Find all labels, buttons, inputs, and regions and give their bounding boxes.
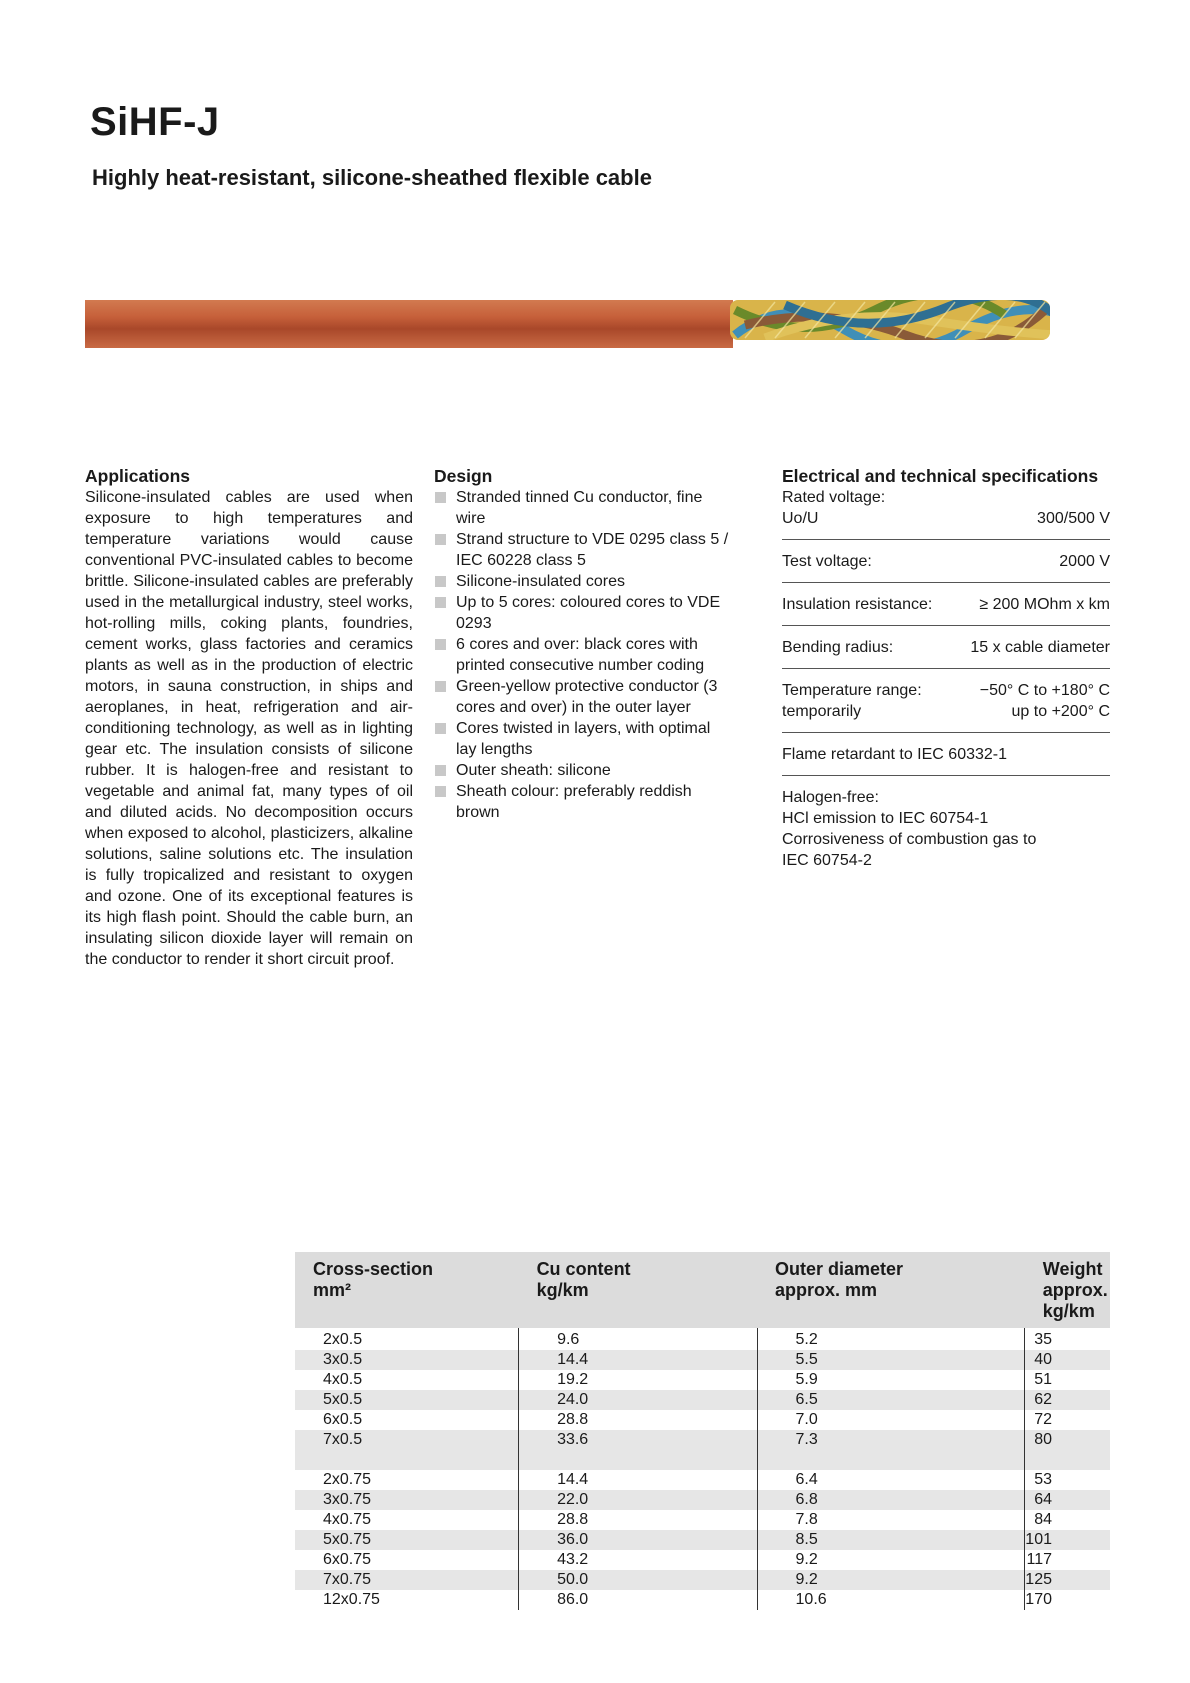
design-item-text: Sheath colour: preferably reddish brown (456, 783, 692, 821)
cell-weight: 51 (1025, 1370, 1110, 1390)
cell-weight: 117 (1025, 1550, 1110, 1570)
spec-label: Temperature range: (782, 682, 922, 699)
spec-value: up to +200° C (1011, 703, 1110, 720)
specifications-heading: Electrical and technical specifications (782, 466, 1099, 486)
cell-weight: 101 (1025, 1530, 1110, 1550)
table-cell (519, 1450, 757, 1470)
cable-data-table (295, 1252, 1110, 1610)
spec-halogen-free (782, 787, 1110, 881)
spec-temperature-range (782, 680, 1110, 733)
cell-cu-content: 28.8 (519, 1510, 757, 1530)
spec-label: Rated voltage: (782, 489, 886, 506)
header-weight: Weight approx. kg/km (1025, 1252, 1110, 1328)
design-item (434, 529, 734, 571)
spec-insulation-resistance (782, 594, 1110, 626)
spec-label: Test voltage: (782, 553, 872, 570)
design-item (434, 676, 734, 718)
cell-outer-diameter: 9.2 (757, 1550, 1025, 1570)
cell-outer-diameter: 9.2 (757, 1570, 1025, 1590)
spec-label: Bending radius: (782, 639, 894, 656)
spec-line: Corrosiveness of combustion gas to (782, 831, 1037, 848)
design-item-text: Silicone-insulated cores (456, 573, 625, 590)
cell-weight: 84 (1025, 1510, 1110, 1530)
cell-outer-diameter: 6.8 (757, 1490, 1025, 1510)
spec-line: IEC 60754-2 (782, 852, 872, 869)
cell-outer-diameter: 6.4 (757, 1470, 1025, 1490)
cell-cross-section: 7x0.5 (295, 1430, 519, 1450)
cell-outer-diameter: 10.6 (757, 1590, 1025, 1610)
cell-weight: 64 (1025, 1490, 1110, 1510)
design-list (434, 487, 734, 823)
spec-line: Halogen-free: (782, 789, 879, 806)
cell-weight: 35 (1025, 1328, 1110, 1350)
spec-value: −50° C to +180° C (979, 682, 1110, 699)
cell-cross-section: 4x0.5 (323, 1371, 363, 1388)
table-row (295, 1328, 1110, 1350)
spec-bending-radius (782, 637, 1110, 669)
spec-line: HCl emission to IEC 60754-1 (782, 810, 989, 827)
bullet-square-icon (435, 492, 446, 503)
cell-cu-content: 86.0 (519, 1590, 757, 1610)
table-row (295, 1390, 1110, 1410)
table-row (295, 1530, 1110, 1550)
table-row (295, 1570, 1110, 1590)
cable-cores (730, 294, 1055, 348)
table-row (295, 1350, 1110, 1370)
table-cell (295, 1450, 519, 1470)
bullet-square-icon (435, 681, 446, 692)
cell-cu-content: 24.0 (519, 1390, 757, 1410)
table-row (295, 1510, 1110, 1530)
cell-cu-content: 28.8 (519, 1410, 757, 1430)
cell-cu-content: 14.4 (519, 1350, 757, 1370)
design-item (434, 718, 734, 760)
table-row (295, 1550, 1110, 1570)
design-item-text: Cores twisted in layers, with optimal lay lengths (456, 720, 711, 758)
design-item-text: Stranded tinned Cu conductor, fine wire (456, 489, 703, 527)
cell-cu-content: 22.0 (519, 1490, 757, 1510)
bullet-square-icon (435, 765, 446, 776)
spec-flame-retardant (782, 744, 1110, 776)
applications-heading: Applications (85, 466, 191, 486)
spec-label: Uo/U (782, 510, 819, 527)
cell-cross-section: 6x0.5 (323, 1411, 363, 1428)
bullet-square-icon (435, 597, 446, 608)
applications-text: Silicone-insulated cables are used when exposure to high temperatures and temperature variations would cause conventional PVC-insulated cables to become brittle. Silicone-insulated cables are preferably used in the metallurgical industry, steel works, hot-rolling mills, coking plants, foundries, cement works, glass factories and ceramics plants as well as in the production of electric motors, in sauna construction, in ships and aeroplanes, in heat, refrigeration and air-conditioning technology, as well as in lighting gear etc. The insulation consists of silicone rubber. It is halogen-free and resistant to vegetable and animal fat, many types of oil and diluted acids. No decomposition occurs when exposed to alcohol, plasticizers, alkaline solutions, saline solutions etc. The insulation is fully tropicalized and resistant to oxygen and ozone. One of its exceptional features is its high flash point. Should the cable burn, an insulating silicon dioxide layer will remain on the conductor to render it short circuit proof. (85, 489, 413, 968)
cell-cross-section: 12x0.75 (323, 1591, 380, 1608)
table-body (295, 1328, 1110, 1610)
cell-outer-diameter: 5.9 (757, 1370, 1025, 1390)
cell-weight: 53 (1025, 1470, 1110, 1490)
cell-cross-section: 5x0.5 (295, 1390, 519, 1410)
design-item (434, 760, 734, 781)
cell-cu-content: 14.4 (519, 1470, 757, 1490)
design-item (434, 571, 734, 592)
table-row (295, 1430, 1110, 1450)
design-item-text: Green-yellow protective conductor (3 cores and over) in the outer layer (456, 678, 718, 716)
cell-cross-section: 3x0.75 (295, 1490, 519, 1510)
bullet-square-icon (435, 723, 446, 734)
table-cell (757, 1450, 1025, 1470)
spec-label: Flame retardant to IEC 60332-1 (782, 746, 1008, 763)
design-item-text: Outer sheath: silicone (456, 762, 611, 779)
table-row (295, 1370, 1110, 1390)
design-item-text: Up to 5 cores: coloured cores to VDE 0293 (456, 594, 721, 632)
spec-label: temporarily (782, 703, 862, 720)
bullet-square-icon (435, 576, 446, 587)
design-item-text: Strand structure to VDE 0295 class 5 / IEC 60228 class 5 (456, 531, 729, 569)
cell-weight: 80 (1025, 1430, 1110, 1450)
design-item-text: 6 cores and over: black cores with printed consecutive number coding (456, 636, 705, 674)
cell-cu-content: 36.0 (519, 1530, 757, 1550)
specifications-section (782, 466, 1110, 892)
cell-outer-diameter: 6.5 (757, 1390, 1025, 1410)
design-item (434, 781, 734, 823)
cell-cross-section: 6x0.75 (323, 1551, 372, 1568)
cell-weight: 170 (1025, 1590, 1110, 1610)
design-item (434, 487, 734, 529)
cell-cross-section: 4x0.75 (323, 1511, 372, 1528)
cell-outer-diameter: 8.5 (757, 1530, 1025, 1550)
cell-cu-content: 43.2 (519, 1550, 757, 1570)
bullet-square-icon (435, 786, 446, 797)
spec-value: 2000 V (1059, 553, 1110, 570)
cell-cross-section: 7x0.75 (295, 1570, 519, 1590)
cell-cu-content: 9.6 (519, 1328, 757, 1350)
cell-cross-section: 3x0.5 (295, 1350, 519, 1370)
cell-cu-content: 50.0 (519, 1570, 757, 1590)
spec-value: 300/500 V (1037, 510, 1110, 527)
design-item (434, 634, 734, 676)
header-cu-content: Cu content kg/km (519, 1252, 757, 1328)
table-cell (1025, 1450, 1110, 1470)
table-row (295, 1590, 1110, 1610)
bullet-square-icon (435, 639, 446, 650)
spec-label: Insulation resistance: (782, 596, 933, 613)
spec-rated-voltage (782, 487, 1110, 540)
cell-weight: 62 (1025, 1390, 1110, 1410)
design-heading: Design (434, 466, 493, 486)
cell-cross-section: 5x0.75 (295, 1530, 519, 1550)
header-cross-section: Cross-section mm² (295, 1252, 519, 1328)
cell-cu-content: 33.6 (519, 1430, 757, 1450)
design-section (434, 466, 734, 823)
product-subtitle: Highly heat-resistant, silicone-sheathed flexible cable (92, 165, 652, 190)
cable-illustration (85, 290, 1055, 350)
table-group-spacer (295, 1450, 1110, 1470)
cell-outer-diameter: 5.5 (757, 1350, 1025, 1370)
design-item (434, 592, 734, 634)
cell-weight: 40 (1025, 1350, 1110, 1370)
cable-sheath (85, 300, 733, 348)
spec-test-voltage (782, 551, 1110, 583)
cell-cross-section: 2x0.5 (323, 1331, 363, 1348)
table-header-row (295, 1252, 1110, 1328)
cell-outer-diameter: 5.2 (757, 1328, 1025, 1350)
spec-value: ≥ 200 MOhm x km (979, 596, 1110, 613)
table-row (295, 1410, 1110, 1430)
cell-outer-diameter: 7.3 (757, 1430, 1025, 1450)
cell-outer-diameter: 7.8 (757, 1510, 1025, 1530)
table-row (295, 1470, 1110, 1490)
cell-outer-diameter: 7.0 (757, 1410, 1025, 1430)
applications-section (85, 466, 413, 970)
cell-weight: 72 (1025, 1410, 1110, 1430)
cell-weight: 125 (1025, 1570, 1110, 1590)
bullet-square-icon (435, 534, 446, 545)
table-row (295, 1490, 1110, 1510)
cell-cross-section: 2x0.75 (323, 1471, 372, 1488)
header-outer-diameter: Outer diameter approx. mm (757, 1252, 1025, 1328)
cell-cu-content: 19.2 (519, 1370, 757, 1390)
spec-value: 15 x cable diameter (970, 639, 1110, 656)
product-title: SiHF-J (90, 100, 220, 144)
